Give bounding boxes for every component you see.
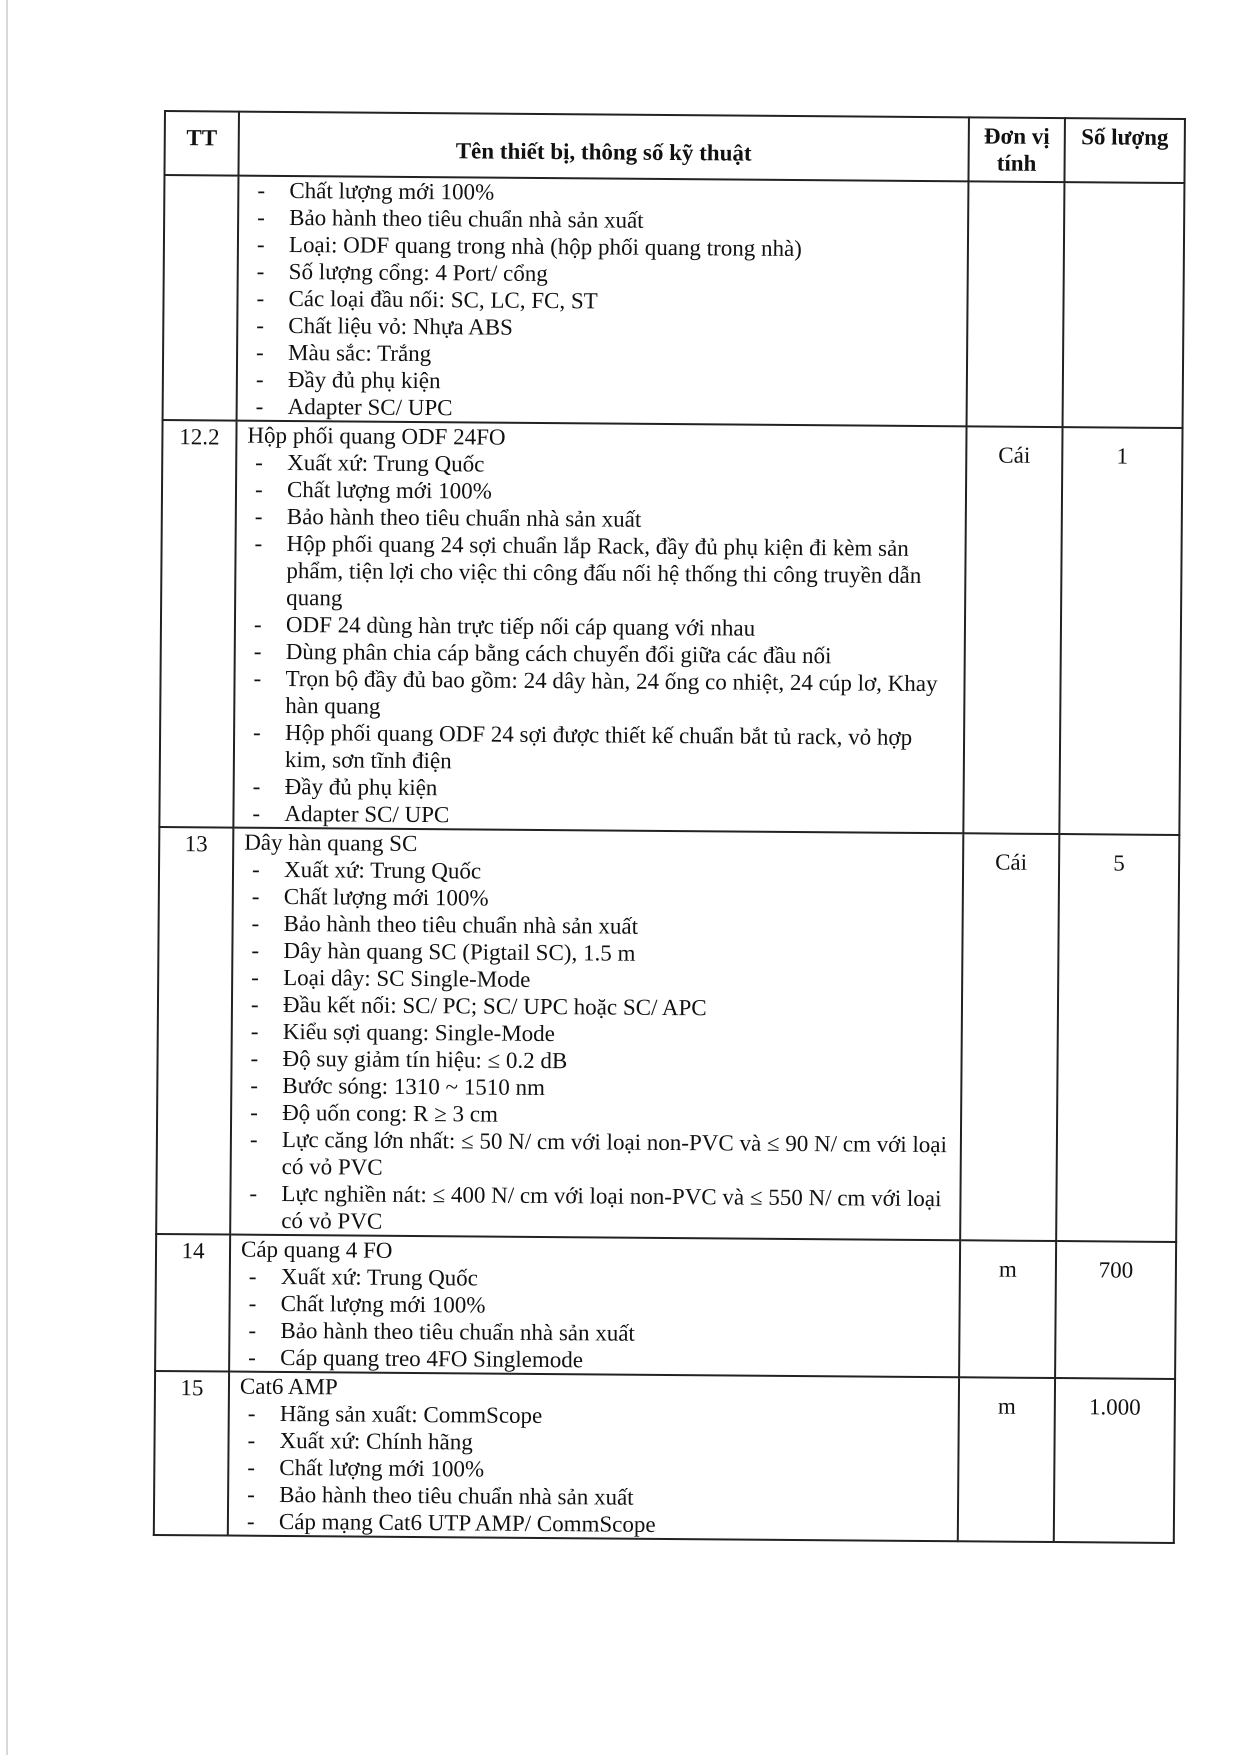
spec-item: - Chất lượng mới 100%	[243, 476, 959, 509]
spec-item: - Cáp mạng Cat6 UTP AMP/ CommScope	[235, 1508, 951, 1541]
spec-item: - Hãng sản xuất: CommScope	[236, 1400, 952, 1433]
spec-item: - Chất lượng mới 100%	[235, 1454, 951, 1487]
spec-item: - Adapter SC/ UPC	[240, 800, 956, 833]
spec-item: - Độ uốn cong: R ≥ 3 cm	[238, 1099, 954, 1132]
spec-table	[153, 110, 1186, 1544]
spec-item: - Xuất xứ: Chính hãng	[235, 1427, 951, 1460]
item-description	[229, 1235, 960, 1378]
item-description	[237, 176, 969, 427]
spec-item: - Adapter SC/ UPC	[244, 393, 960, 426]
item-number	[163, 175, 239, 421]
spec-list	[235, 1400, 952, 1541]
item-description	[230, 828, 963, 1241]
spec-item: - Xuất xứ: Trung Quốc	[243, 449, 959, 482]
scan-edge	[6, 0, 8, 1755]
spec-item: - Chất lượng mới 100%	[237, 1290, 953, 1323]
item-title: Dây hàn quang SC	[244, 829, 418, 857]
spec-list	[240, 449, 959, 833]
item-description	[228, 1372, 959, 1542]
item-unit: m	[959, 1240, 1056, 1378]
item-unit	[967, 181, 1065, 427]
header-unit: Đơn vị tính	[968, 117, 1064, 182]
item-number: 15	[154, 1371, 229, 1536]
item-quantity: 1	[1059, 427, 1182, 835]
spec-item: - Hộp phối quang ODF 24 sợi được thiết kế chuẩn bắt tủ rack, vỏ hợp kim, sơn tĩnh điện	[241, 719, 957, 779]
spec-item: - Chất liệu vỏ: Nhựa ABS	[244, 312, 960, 345]
table-row	[159, 420, 1182, 835]
table-row	[155, 1234, 1176, 1379]
item-quantity: 700	[1055, 1241, 1176, 1379]
spec-item: - Dây hàn quang SC (Pigtail SC), 1.5 m	[239, 937, 955, 970]
spec-item: - Bước sóng: 1310 ~ 1510 nm	[238, 1072, 954, 1105]
spec-item: - ODF 24 dùng hàn trực tiếp nối cáp quang với nhau	[242, 611, 958, 644]
spec-item: - Bảo hành theo tiêu chuẩn nhà sản xuất	[243, 503, 959, 536]
table-body	[154, 175, 1185, 1543]
spec-item: - Loại dây: SC Single-Mode	[239, 964, 955, 997]
spec-item: - Độ suy giảm tín hiệu: ≤ 0.2 dB	[238, 1045, 954, 1078]
item-title: Hộp phối quang ODF 24FO	[247, 422, 506, 450]
spec-item: - Bảo hành theo tiêu chuẩn nhà sản xuất	[236, 1317, 952, 1350]
header-name: Tên thiết bị, thông số kỹ thuật	[238, 112, 968, 182]
item-number: 12.2	[159, 420, 236, 828]
spec-item: - Chất lượng mới 100%	[245, 177, 961, 210]
item-unit: Cái	[963, 426, 1062, 834]
spec-item: - Đầu kết nối: SC/ PC; SC/ UPC hoặc SC/ APC	[239, 991, 955, 1024]
item-quantity: 5	[1056, 834, 1179, 1242]
table-row	[156, 827, 1179, 1242]
spec-item: - Cáp quang treo 4FO Singlemode	[236, 1344, 952, 1377]
item-title: Cáp quang 4 FO	[240, 1236, 393, 1263]
header-tt: TT	[164, 111, 239, 176]
spec-item: - Lực căng lớn nhất: ≤ 50 N/ cm với loại non-PVC và ≤ 90 N/ cm với loại có vỏ PVC	[238, 1126, 954, 1186]
spec-item: - Bảo hành theo tiêu chuẩn nhà sản xuất	[240, 910, 956, 943]
spec-list	[244, 177, 962, 426]
spec-item: - Số lượng cổng: 4 Port/ cổng	[245, 258, 961, 291]
table-row	[154, 1371, 1175, 1543]
item-number: 13	[156, 827, 233, 1235]
spec-item: - Chất lượng mới 100%	[240, 883, 956, 916]
spec-list	[237, 856, 956, 1240]
spec-item: - Đầy đủ phụ kiện	[241, 773, 957, 806]
spec-item: - Lực nghiền nát: ≤ 400 N/ cm với loại non-PVC và ≤ 550 N/ cm với loại có vỏ PVC	[237, 1180, 953, 1240]
table-row	[163, 175, 1185, 428]
spec-item: - Bảo hành theo tiêu chuẩn nhà sản xuất	[235, 1481, 951, 1514]
spec-item: - Hộp phối quang 24 sợi chuẩn lắp Rack, đầy đủ phụ kiện đi kèm sản phẩm, tiện lợi cho việc thi công đấu nối hệ thống thi công truyền dẫn quang	[242, 530, 959, 617]
spec-list	[236, 1263, 953, 1377]
spec-item: - Đầy đủ phụ kiện	[244, 366, 960, 399]
spec-item: - Dùng phân chia cáp bằng cách chuyển đổi giữa các đầu nối	[242, 638, 958, 671]
item-unit: Cái	[960, 833, 1059, 1241]
spec-item: - Trọn bộ đầy đủ bao gồm: 24 dây hàn, 24 ống co nhiệt, 24 cúp lơ, Khay hàn quang	[241, 665, 957, 725]
item-title: Cat6 AMP	[239, 1373, 338, 1400]
item-unit: m	[958, 1377, 1055, 1542]
spec-item: - Kiểu sợi quang: Single-Mode	[239, 1018, 955, 1051]
spec-item: - Các loại đầu nối: SC, LC, FC, ST	[244, 285, 960, 318]
spec-item: - Xuất xứ: Trung Quốc	[240, 856, 956, 889]
item-quantity: 1.000	[1054, 1378, 1175, 1543]
spec-item: - Màu sắc: Trắng	[244, 339, 960, 372]
header-qty: Số lượng	[1064, 118, 1184, 183]
spec-item: - Xuất xứ: Trung Quốc	[237, 1263, 953, 1296]
item-description	[233, 421, 966, 834]
header-row	[164, 111, 1184, 183]
spec-item: - Loại: ODF quang trong nhà (hộp phối quang trong nhà)	[245, 231, 961, 264]
item-number: 14	[155, 1234, 230, 1372]
item-quantity	[1063, 182, 1185, 428]
spec-item: - Bảo hành theo tiêu chuẩn nhà sản xuất	[245, 204, 961, 237]
